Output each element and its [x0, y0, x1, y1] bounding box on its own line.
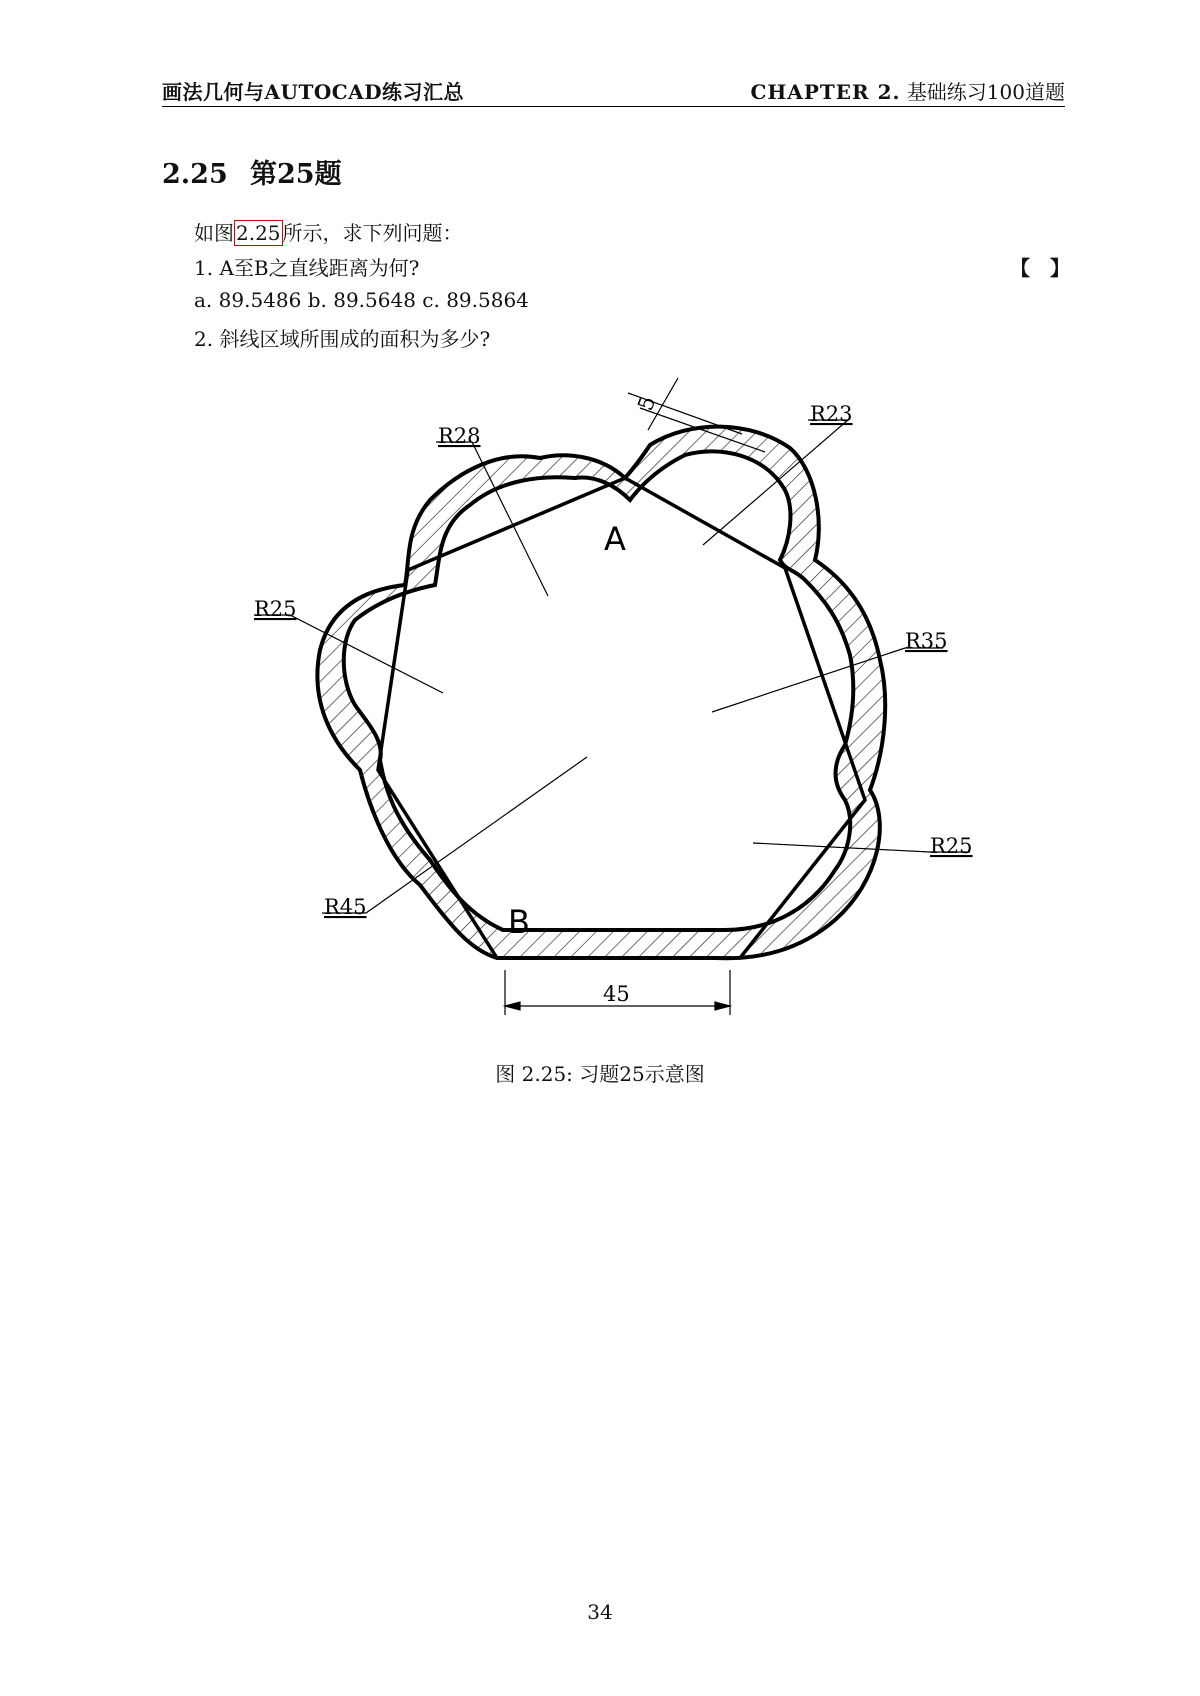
- book-title: 画法几何与AUTOCAD练习汇总: [162, 80, 465, 104]
- chapter-label: CHAPTER 2.: [750, 80, 901, 104]
- label-r23: R23: [810, 402, 853, 426]
- label-dim-45: 45: [603, 982, 630, 1006]
- point-b-label: B: [508, 903, 530, 941]
- label-r45: R45: [324, 895, 367, 919]
- page-number: 34: [587, 1600, 613, 1624]
- section-name: 第25题: [250, 159, 342, 190]
- intro-suffix: 所示，求下列问题：: [282, 221, 463, 245]
- point-a-label: A: [604, 520, 626, 558]
- label-r25-left: R25: [254, 597, 297, 621]
- label-r28: R28: [438, 424, 481, 448]
- intro-prefix: 如图: [194, 221, 234, 245]
- dim-45-arrow-left: [505, 1002, 520, 1010]
- figure-caption: 图 2.25: 习题25示意图: [495, 1062, 705, 1086]
- label-r35: R35: [905, 629, 948, 653]
- label-r25-right: R25: [930, 834, 973, 858]
- dim-45-arrow-right: [715, 1002, 730, 1010]
- hatched-region: [317, 427, 885, 959]
- point-labels: [508, 520, 626, 941]
- question-2: 2. 斜线区域所围成的面积为多少?: [194, 327, 491, 351]
- label-dim-5: 5: [633, 392, 661, 414]
- leader-r35: [712, 648, 943, 712]
- question-1: 1. A至B之直线距离为何?: [194, 256, 420, 280]
- chapter-name: 基础练习100道题: [906, 80, 1065, 104]
- section-number: 2.25: [162, 159, 228, 190]
- answer-bracket: 【 】: [1010, 256, 1070, 280]
- figure-reference-link[interactable]: 2.25: [236, 221, 281, 245]
- question-1-options: a. 89.5486 b. 89.5648 c. 89.5864: [194, 288, 529, 312]
